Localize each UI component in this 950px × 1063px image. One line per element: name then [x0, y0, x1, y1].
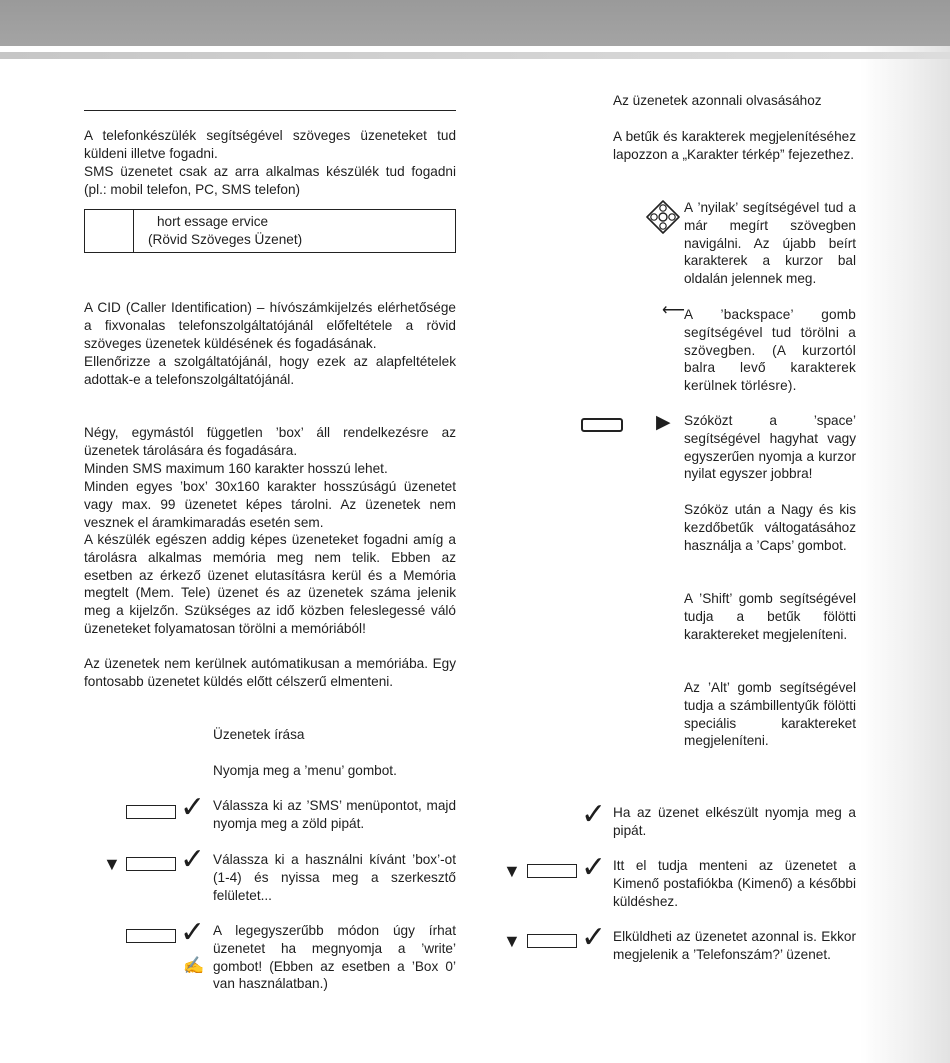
navigation-pad-icon [646, 200, 680, 234]
display-key-icon [527, 864, 577, 878]
down-triangle-icon: ▼ [103, 854, 121, 874]
write-pen-icon: ✍ [183, 956, 205, 975]
arrows-text: A ’nyilak’ segítségével tud a már megírt szövegben navigálni. Az újabb beírt karakterek a kurzor bal oldalán jelennek meg. [684, 200, 856, 287]
writing-title: Üzenetek írása [213, 727, 305, 742]
cid-text-2: Ellenőrizze a szolgáltatójánál, hogy ezek az alapfeltételek adottak-e a telefonszolgáltatójánál. [84, 354, 456, 387]
box-text-4: A készülék egészen addig képes üzeneteket fogadni amíg a tárolásra alkalmas memória meg nem telik. Ebben az esetben az érkező üzenet elutasításra kerül és a Memória megtelt (Mem. Tele) üzenet és az üzenetek száma jelenik meg a kijelzőn. Szükséges az idő közben feleslegessé váló üzeneteket folyamatosan törölni a memóriából! [84, 532, 456, 636]
down-triangle-icon: ▼ [503, 861, 521, 881]
section-rule [84, 110, 456, 111]
sms-box-line-1: hort essage ervice [157, 214, 269, 229]
caps-text: Szóköz után a Nagy és kis kezdőbetűk váltogatásához használja a ’Caps’ gombot. [684, 502, 856, 553]
done-text: Ha az üzenet elkészült nyomja meg a pipát. [613, 805, 856, 838]
space-key-icon [581, 418, 623, 432]
check-icon: ✓ [581, 851, 607, 884]
read-title: Az üzenetek azonnali olvasásához [613, 93, 822, 108]
display-key-icon [527, 934, 577, 948]
intro-text-2: SMS üzenetet csak az arra alkalmas készülék tud fogadni (pl.: mobil telefon, PC, SMS telefon) [84, 164, 456, 197]
step-2-text: Válassza ki a használni kívánt ’box’-ot (1-4) és nyissa meg a szerkesztő felületet... [213, 852, 456, 903]
backspace-arrow-icon: ⟵ [662, 302, 685, 319]
intro-text-1: A telefonkészülék segítségével szöveges üzeneteket tud küldeni illetve fogadni. [84, 128, 456, 161]
header-stripe [0, 52, 950, 59]
step-3-text: A legegyszerűbb módon úgy írhat üzenetet ha megnyomja a ’write’ gombot! (Ebben az esetben a ’Box 0’ van használatban.) [213, 923, 456, 992]
box-text-5: Az üzenetek nem kerülnek autómatikusan a memóriába. Egy fontosabb üzenetet küldés előtt célszerű elmenteni. [84, 656, 456, 689]
header-band [0, 0, 950, 46]
backspace-text: A ’backspace’ gomb segítségével tud törölni a szövegben. (A kurzortól balra levő karakterek kerülnek törlésre). [684, 307, 856, 394]
menu-instruction: Nyomja meg a ’menu’ gombot. [213, 763, 397, 778]
send-text: Elküldheti az üzenetet azonnal is. Ekkor megjelenik a ’Telefonszám?’ üzenet. [613, 929, 856, 962]
shift-text: A ’Shift’ gomb segítségével tudja a betűk fölötti karaktereket megjeleníteni. [684, 591, 856, 642]
check-icon: ✓ [581, 798, 607, 831]
check-icon: ✓ [581, 921, 607, 954]
box-text-3: Minden egyes ’box’ 30x160 karakter hosszúságú üzenetet vagy max. 99 üzenetet képes tárolni. Az üzenetek nem vesznek el áramkimaradás esetén sem. [84, 479, 456, 530]
display-key-icon [126, 805, 176, 819]
right-triangle-icon: ▶ [656, 412, 671, 433]
space-text: Szóközt a ’space’ segítségével hagyhat vagy egyszerűen nyomja a kurzor nyilat egyszer jobbra! [684, 413, 856, 482]
charmap-text: A betűk és karakterek megjelenítéséhez lapozzon a „Karakter térkép” fejezethez. [613, 129, 856, 162]
display-key-icon [126, 929, 176, 943]
display-key-icon [126, 857, 176, 871]
sms-box-line-2: (Rövid Szöveges Üzenet) [148, 232, 303, 247]
check-icon: ✓ [180, 916, 206, 949]
sms-definition-box [84, 209, 456, 253]
check-icon: ✓ [180, 791, 206, 824]
box-text-1: Négy, egymástól független ’box’ áll rendelkezésre az üzenetek tárolására és fogadására. [84, 425, 456, 458]
sms-box-divider [133, 210, 134, 252]
box-text-2: Minden SMS maximum 160 karakter hosszú lehet. [84, 461, 388, 476]
step-1-text: Válassza ki az ’SMS’ menüpontot, majd nyomja meg a zöld pipát. [213, 798, 456, 831]
save-text: Itt el tudja menteni az üzenetet a Kimenő postafiókba (Kimenő) a későbbi küldéshez. [613, 858, 856, 909]
down-triangle-icon: ▼ [503, 931, 521, 951]
alt-text: Az ’Alt’ gomb segítségével tudja a számbillentyűk fölötti speciális karaktereket megjeleníteni. [684, 680, 856, 749]
cid-text-1: A CID (Caller Identification) – hívószámkijelzés elérhetősége a fixvonalas telefonszolgáltatójánál előfeltétele a rövid szöveges üzenetek küldésének és fogadásának. [84, 300, 456, 351]
check-icon: ✓ [180, 843, 206, 876]
